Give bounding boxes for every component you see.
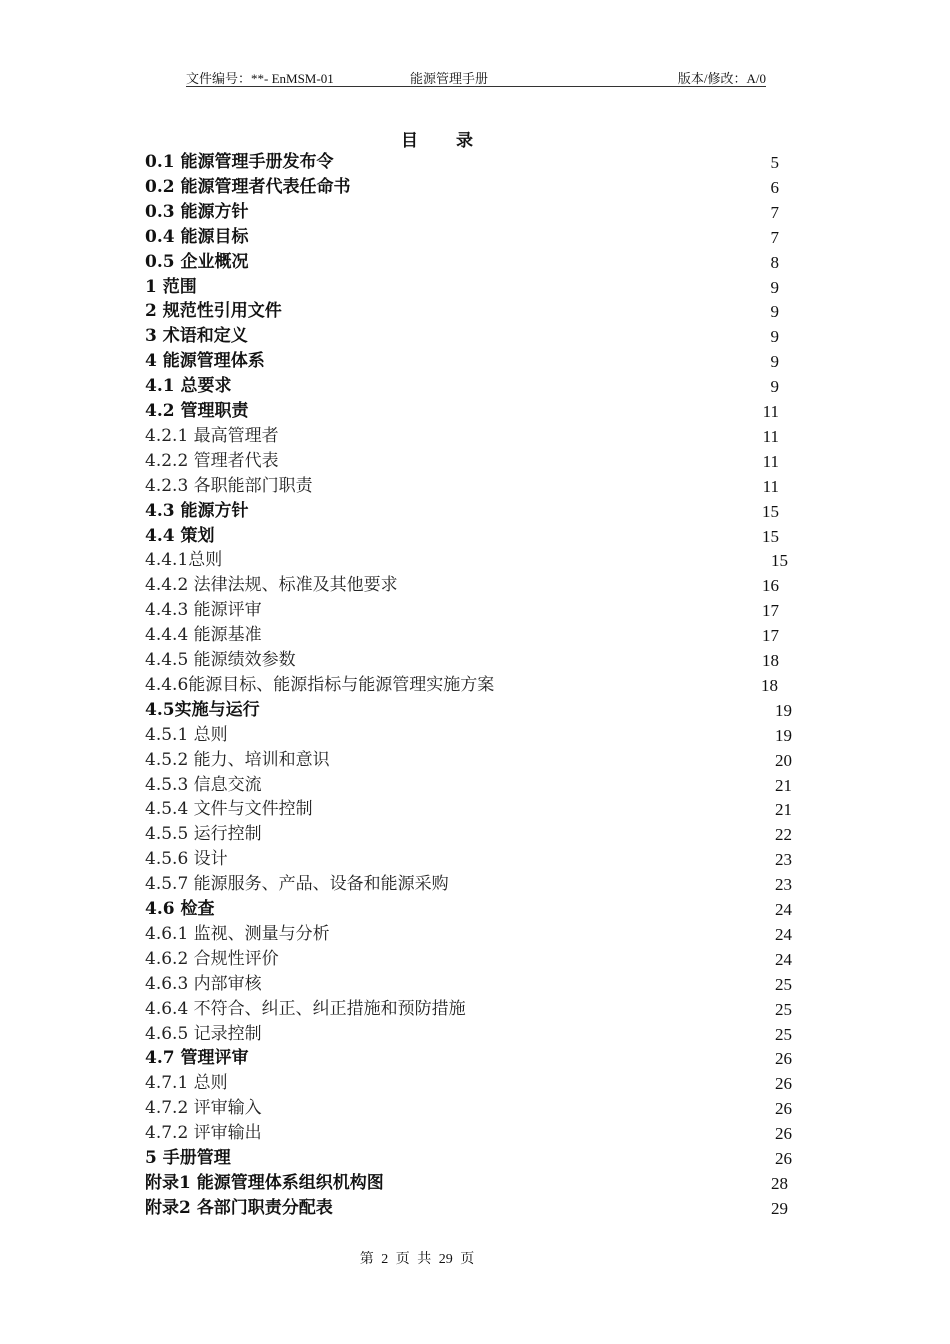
toc-entry-label: 4.5.5 运行控制	[145, 824, 262, 845]
toc-entry-label: 4.7 管理评审	[145, 1048, 249, 1069]
toc-entry-page: 22	[775, 825, 792, 845]
toc-entry-page: 26	[775, 1074, 792, 1094]
toc-entry-page: 5	[770, 153, 779, 172]
toc-entry[interactable]	[0, 623, 950, 648]
toc-entry-label: 4.3 能源方针	[145, 500, 249, 521]
toc-entry-page: 26	[775, 1124, 792, 1144]
toc-entry-page: 20	[775, 750, 792, 770]
toc-entry[interactable]	[0, 748, 950, 773]
toc-entry-label: 附录2 各部门职责分配表	[145, 1197, 333, 1218]
toc-entry-label: 4.5.3 信息交流	[145, 774, 262, 795]
toc-entry-page: 9	[770, 377, 779, 397]
toc-entry[interactable]	[0, 648, 950, 673]
toc-entry-label: 5 手册管理	[145, 1148, 231, 1168]
toc-entry[interactable]	[0, 175, 950, 200]
toc-entry-label: 0.5 企业概况	[145, 251, 249, 272]
toc-entry-page: 16	[762, 576, 779, 596]
toc-entry-page: 24	[775, 900, 792, 919]
toc-entry-label: 4.5.6 设计	[145, 849, 228, 870]
toc-entry-page: 25	[775, 1024, 792, 1044]
toc-entry-label: 0.2 能源管理者代表任命书	[145, 176, 351, 197]
toc-entry-page: 26	[775, 1149, 792, 1168]
toc-entry[interactable]	[0, 872, 950, 897]
toc-entry-label: 4.5.2 能力、培训和意识	[145, 749, 330, 770]
toc-entry-page: 9	[770, 277, 779, 297]
toc-entry-label: 4.4.5 能源绩效参数	[145, 650, 296, 670]
toc-entry-label: 4.2.2 管理者代表	[145, 450, 279, 471]
toc-entry[interactable]	[0, 299, 950, 324]
toc-entry-label: 0.3 能源方针	[145, 201, 249, 222]
toc-entry-page: 9	[770, 352, 779, 372]
toc-entry-page: 17	[762, 626, 779, 646]
toc-entry-label: 4.4.4 能源基准	[145, 625, 262, 646]
toc-entry-page: 9	[770, 302, 779, 322]
toc-entry-page: 7	[770, 227, 779, 247]
header-version: 版本/修改：A/0	[677, 71, 766, 86]
toc-entry-page: 15	[762, 526, 779, 546]
toc-entry[interactable]	[0, 250, 950, 275]
table-of-contents	[0, 150, 950, 1230]
toc-entry-label: 4 能源管理体系	[145, 351, 265, 372]
toc-entry-label: 4.6.1 监视、测量与分析	[145, 923, 330, 944]
toc-entry-label: 4.5.1 总则	[145, 724, 228, 745]
toc-entry-label: 4.1 总要求	[145, 376, 232, 397]
toc-entry-label: 4.4.1总则	[145, 550, 223, 571]
toc-entry[interactable]	[0, 349, 950, 374]
header-doc-number: 文件编号：**- EnMSM-01	[186, 71, 334, 86]
toc-entry[interactable]	[0, 1046, 950, 1071]
toc-entry[interactable]	[0, 573, 950, 598]
toc-entry-page: 24	[775, 949, 792, 969]
toc-entry-page: 11	[762, 476, 779, 496]
toc-entry[interactable]	[0, 524, 950, 549]
toc-entry[interactable]	[0, 499, 950, 524]
toc-entry-label: 附录1 能源管理体系组织机构图	[145, 1172, 384, 1193]
toc-entry-label: 4.6.4 不符合、纠正、纠正措施和预防措施	[145, 998, 466, 1019]
toc-entry-page: 18	[762, 651, 779, 670]
toc-entry[interactable]	[0, 1146, 950, 1171]
toc-entry[interactable]	[0, 922, 950, 947]
toc-entry[interactable]	[0, 972, 950, 997]
toc-entry-page: 29	[771, 1198, 788, 1218]
toc-entry-label: 1 范围	[145, 276, 197, 297]
toc-entry-label: 4.7.2 评审输出	[145, 1123, 262, 1144]
toc-entry[interactable]	[0, 399, 950, 424]
header-title: 能源管理手册	[410, 71, 489, 86]
toc-entry-page: 25	[775, 999, 792, 1019]
toc-entry-page: 8	[770, 252, 779, 272]
toc-entry[interactable]	[0, 225, 950, 250]
toc-entry-label: 2 规范性引用文件	[145, 301, 282, 322]
toc-entry[interactable]	[0, 598, 950, 623]
toc-entry[interactable]	[0, 773, 950, 798]
toc-entry-label: 4.2 管理职责	[145, 401, 249, 421]
toc-entry-page: 21	[775, 775, 792, 795]
toc-entry-page: 26	[775, 1049, 792, 1069]
toc-entry-label: 4.5.7 能源服务、产品、设备和能源采购	[145, 874, 449, 895]
toc-entry-label: 4.2.1 最高管理者	[145, 425, 279, 446]
page-footer: 第 2 页 共 29 页	[359, 1252, 475, 1267]
toc-entry[interactable]	[0, 997, 950, 1022]
toc-entry[interactable]	[0, 947, 950, 972]
toc-entry-page: 19	[775, 700, 792, 720]
toc-entry-page: 19	[775, 725, 792, 745]
toc-entry[interactable]	[0, 1171, 950, 1196]
toc-entry[interactable]	[0, 1096, 950, 1121]
toc-entry[interactable]	[0, 474, 950, 499]
toc-entry-page: 25	[775, 974, 792, 994]
toc-entry-page: 11	[762, 426, 779, 446]
toc-entry[interactable]	[0, 673, 950, 698]
toc-entry-page: 15	[762, 501, 779, 521]
toc-entry[interactable]	[0, 797, 950, 822]
toc-entry[interactable]	[0, 723, 950, 748]
toc-entry-page: 11	[762, 402, 779, 421]
toc-entry[interactable]	[0, 1196, 950, 1221]
toc-entry-page: 7	[770, 202, 779, 222]
toc-entry-page: 21	[775, 800, 792, 820]
toc-entry[interactable]	[0, 275, 950, 300]
toc-entry-label: 4.4.2 法律法规、标准及其他要求	[145, 575, 398, 596]
toc-entry-page: 17	[762, 601, 779, 621]
toc-entry[interactable]	[0, 1121, 950, 1146]
toc-entry-label: 4.7.2 评审输入	[145, 1098, 262, 1119]
toc-entry-label: 0.1 能源管理手册发布令	[145, 152, 334, 172]
toc-entry-label: 4.2.3 各职能部门职责	[145, 475, 313, 496]
toc-entry[interactable]	[0, 822, 950, 847]
toc-entry[interactable]	[0, 200, 950, 225]
toc-entry[interactable]	[0, 324, 950, 349]
toc-entry[interactable]	[0, 847, 950, 872]
toc-entry[interactable]	[0, 1022, 950, 1047]
page-header	[186, 66, 766, 87]
toc-entry[interactable]	[0, 698, 950, 723]
toc-entry-label: 4.6.2 合规性评价	[145, 948, 279, 969]
toc-entry-label: 4.6.3 内部审核	[145, 973, 262, 994]
toc-entry[interactable]	[0, 374, 950, 399]
toc-entry-page: 9	[770, 327, 779, 347]
toc-entry-label: 4.4.6能源目标、能源指标与能源管理实施方案	[145, 674, 495, 695]
toc-entry-label: 0.4 能源目标	[145, 226, 249, 247]
toc-entry-page: 28	[771, 1173, 788, 1193]
toc-entry-page: 23	[775, 850, 792, 870]
toc-entry-label: 4.6.5 记录控制	[145, 1023, 262, 1044]
toc-entry[interactable]	[0, 449, 950, 474]
toc-entry-page: 26	[775, 1099, 792, 1119]
toc-entry-page: 11	[762, 451, 779, 471]
toc-entry-label: 4.6 检查	[145, 899, 215, 919]
toc-entry-label: 4.7.1 总则	[145, 1073, 228, 1094]
toc-entry-label: 4.5.4 文件与文件控制	[145, 799, 313, 820]
toc-entry-label: 4.4.3 能源评审	[145, 600, 262, 621]
toc-entry-label: 4.5实施与运行	[145, 699, 260, 720]
toc-title: 目 录	[401, 131, 489, 151]
toc-entry-page: 15	[771, 551, 788, 571]
toc-entry-page: 6	[770, 177, 779, 197]
toc-entry[interactable]	[0, 548, 950, 573]
toc-entry[interactable]	[0, 1071, 950, 1096]
toc-entry[interactable]	[0, 897, 950, 922]
toc-entry-label: 4.4 策划	[145, 525, 215, 546]
toc-entry-label: 3 术语和定义	[145, 326, 248, 347]
toc-entry-page: 18	[761, 675, 778, 695]
toc-entry[interactable]	[0, 150, 950, 175]
toc-entry-page: 24	[775, 924, 792, 944]
toc-entry-page: 23	[775, 875, 792, 895]
toc-entry[interactable]	[0, 424, 950, 449]
